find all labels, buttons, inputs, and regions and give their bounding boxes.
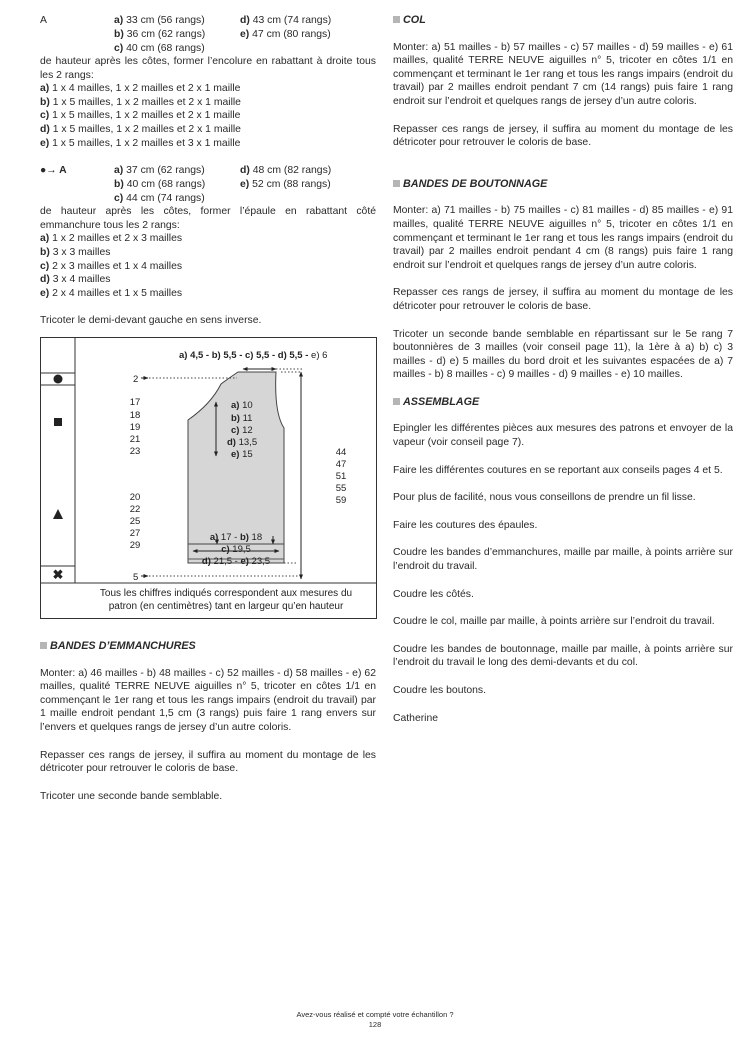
svg-text:51: 51 <box>335 471 347 482</box>
paragraph: Coudre les côtés. <box>393 588 474 600</box>
svg-text:59: 59 <box>335 495 347 506</box>
list-item: e) 1 x 5 mailles, 1 x 2 mailles et 3 x 1 maille <box>40 137 241 149</box>
lower-row-values <box>130 492 141 551</box>
pattern-diagram <box>40 337 377 619</box>
paragraph: Repasser ces rangs de jersey, il suffira au moment du montage de les détricoter pour retrouver le coloris de base. <box>40 749 376 775</box>
svg-text:e) 15: e) 15 <box>231 449 253 460</box>
left-column <box>40 14 376 328</box>
size-e: e) 47 cm (80 rangs) <box>240 29 331 40</box>
page-number: 128 <box>368 1020 382 1029</box>
list-item: a) 1 x 4 mailles, 1 x 2 mailles et 2 x 1 maille <box>40 83 241 95</box>
section-heading-col: COL <box>393 14 733 28</box>
section-emmanchures <box>40 640 376 803</box>
svg-text:27: 27 <box>129 528 141 539</box>
svg-text:18: 18 <box>129 410 141 421</box>
svg-text:19: 19 <box>129 422 141 433</box>
list-item: e) 2 x 4 mailles et 1 x 5 mailles <box>40 287 183 299</box>
signature: Catherine <box>393 712 439 724</box>
paragraph: Monter: a) 46 mailles - b) 48 mailles - c) 52 mailles - d) 58 mailles - e) 62 mailles, qualité TERRE NEUVE aiguilles n° 5, tricoter en côtes 1/1 en commençant le 1er rang et tous les rangs impairs (endroit du travail) par 1 maille endroit pendant 1,5 cm (3 rangs) puis faire 1 rang envers sur l’envers et quelques rangs de jersey d’un autre coloris. <box>40 667 376 733</box>
paragraph: Repasser ces rangs de jersey, il suffira au moment du montage de les détricoter pour retrouver le coloris de base. <box>393 287 733 312</box>
size-a: a) 33 cm (56 rangs) <box>114 15 205 26</box>
circle-symbol-icon <box>54 375 63 384</box>
neckline-intro: de hauteur après les côtes, former l’encolure en rabattant à droite tous les 2 rangs: <box>40 56 376 81</box>
neckline-list <box>40 82 376 150</box>
heading-square-icon <box>393 16 400 23</box>
svg-text:b) 11: b) 11 <box>231 413 253 424</box>
paragraph: Coudre le col, maille par maille, à points arrière sur l’endroit du travail. <box>393 616 715 628</box>
svg-text:44: 44 <box>335 447 347 458</box>
svg-text:47: 47 <box>335 459 347 470</box>
top-width-label: a) 4,5 - b) 5,5 - c) 5,5 - d) 5,5 - e) 6 <box>179 350 328 361</box>
page-footer <box>0 1010 750 1030</box>
shoulder-intro: de hauteur après les côtes, former l’épaule en rabattant côté emmanchure tous les 2 rangs: <box>40 206 376 231</box>
svg-text:23: 23 <box>129 446 141 457</box>
svg-text:25: 25 <box>129 516 141 527</box>
size-d: d) 48 cm (82 rangs) <box>240 165 332 177</box>
size-c: c) 44 cm (74 rangs) <box>114 193 205 205</box>
paragraph: Tricoter une seconde bande semblable. <box>40 790 223 802</box>
size-e: e) 52 cm (88 rangs) <box>240 179 331 191</box>
paragraph: Repasser ces rangs de jersey, il suffira au moment du montage de les détricoter pour retrouver le coloris de base. <box>393 123 733 149</box>
paragraph: Faire les coutures des épaules. <box>393 519 538 531</box>
paragraph: Monter: a) 71 mailles - b) 75 mailles - c) 81 mailles - d) 85 mailles - e) 91 mailles, qualité TERRE NEUVE aiguilles n° 5, tricoter en côtes 1/1 en commençant et terminant le 1er rang et tous les rangs impairs (endroit du travail) par 2 mailles endroit pendant 4 cm (8 rangs) puis faire 1 rang endroit sur l’endroit et quelques rangs de jersey d’un autre coloris. <box>393 205 733 271</box>
bottom-left-label: 5 <box>133 572 139 583</box>
paragraph: Faire les différentes coutures en se reportant aux conseils pages 4 et 5. <box>393 464 723 476</box>
inner-top-values <box>227 400 257 460</box>
shoulder-list <box>40 232 376 300</box>
right-row-values <box>336 447 347 506</box>
paragraph: Coudre les bandes de boutonnage, maille par maille, à points arrière sur l’endroit du travail le long des demi-devants et du col. <box>393 643 733 669</box>
size-c: c) 40 cm (68 rangs) <box>114 43 205 54</box>
svg-text:c) 12: c) 12 <box>231 425 253 436</box>
paragraph: Coudre les boutons. <box>393 685 486 696</box>
diagram-caption-1: Tous les chiffres indiqués correspondent aux mesures du <box>99 588 353 599</box>
footer-question: Avez-vous réalisé et compté votre échantillon ? <box>296 1010 454 1019</box>
size-a: a) 37 cm (62 rangs) <box>114 165 205 177</box>
size-block-b <box>40 164 376 205</box>
svg-text:17: 17 <box>129 397 141 408</box>
list-item: d) 3 x 4 mailles <box>40 274 111 286</box>
size-b: b) 36 cm (62 rangs) <box>114 29 206 40</box>
svg-text:20: 20 <box>129 492 141 503</box>
marker-a: A <box>40 15 47 26</box>
inverse-instruction: Tricoter le demi-devant gauche en sens inverse. <box>40 315 262 327</box>
svg-text:d) 21,5 - e) 23,5: d) 21,5 - e) 23,5 <box>201 556 271 567</box>
svg-text:a) 10: a) 10 <box>231 400 253 411</box>
cross-symbol-icon: ✖ <box>52 567 64 582</box>
svg-text:c) 19,5: c) 19,5 <box>221 544 251 555</box>
list-item: d) 1 x 5 mailles, 1 x 2 mailles et 2 x 1 maille <box>40 123 241 135</box>
paragraph: Monter: a) 51 mailles - b) 57 mailles - c) 57 mailles - d) 59 mailles - e) 61 mailles, qualité TERRE NEUVE aiguilles n° 5, tricoter en côtes 1/1 en commençant et terminant le 1er rang et tous les rangs impairs (endroit du travail) par 2 mailles endroit pendant 7 cm (14 rangs) puis faire 1 rang endroit sur l’endroit et quelques rangs de jersey d’un autre coloris. <box>393 41 733 107</box>
diagram-caption-2: patron (en centimètres) tant en largeur qu’en hauteur <box>108 601 344 612</box>
triangle-symbol-icon <box>53 509 63 519</box>
heading-square-icon <box>393 180 400 187</box>
heading-square-icon <box>393 398 400 405</box>
pattern-svg <box>41 338 376 618</box>
section-heading-boutonnage: BANDES DE BOUTONNAGE <box>393 178 733 192</box>
list-item: b) 1 x 5 mailles, 1 x 2 mailles et 2 x 1 maille <box>40 96 241 108</box>
section-heading-assemblage: ASSEMBLAGE <box>393 396 733 410</box>
paragraph: Coudre les bandes d’emmanchures, maille par maille, à points arrière sur l’endroit du travail. <box>393 547 733 573</box>
svg-text:d) 13,5: d) 13,5 <box>227 437 258 448</box>
list-item: c) 2 x 3 mailles et 1 x 4 mailles <box>40 260 183 272</box>
list-item: b) 3 x 3 mailles <box>40 246 111 258</box>
svg-text:55: 55 <box>335 483 347 494</box>
size-block-a <box>40 14 376 55</box>
list-item: c) 1 x 5 mailles, 1 x 2 mailles et 2 x 1 maille <box>40 110 241 122</box>
section-heading: BANDES D’EMMANCHURES <box>40 640 376 654</box>
shoulder-left-label: 2 <box>133 374 139 385</box>
size-b: b) 40 cm (68 rangs) <box>114 179 206 191</box>
marker-dot-arrow-a: ●→ A <box>40 165 67 177</box>
paragraph: Tricoter un seconde bande semblable en répartissant sur le 5e rang 7 boutonnières de 3 mailles (voir conseil page 11), la 1ère à a) b) c) 3 mailles - d) e) 5 mailles du bord droit et les suivantes espacées de a) 7 mailles - b) 8 mailles - c) 9 mailles - d) 9 mailles - e) 10 mailles. <box>393 328 733 381</box>
size-d: d) 43 cm (74 rangs) <box>240 15 332 26</box>
square-symbol-icon <box>54 418 62 426</box>
heading-square-icon <box>40 642 47 649</box>
paragraph: Epingler les différentes pièces aux mesures des patrons et envoyer de la vapeur (voir conseil page 7). <box>393 423 733 449</box>
paragraph: Pour plus de facilité, nous vous conseillons de prendre un fil lisse. <box>393 492 696 504</box>
svg-text:22: 22 <box>129 504 141 515</box>
svg-text:21: 21 <box>129 434 141 445</box>
list-item: a) 1 x 2 mailles et 2 x 3 mailles <box>40 233 183 245</box>
right-column <box>393 14 733 725</box>
svg-text:a) 17 - b) 18: a) 17 - b) 18 <box>209 532 263 543</box>
upper-row-values <box>130 397 141 457</box>
svg-text:29: 29 <box>129 540 141 551</box>
